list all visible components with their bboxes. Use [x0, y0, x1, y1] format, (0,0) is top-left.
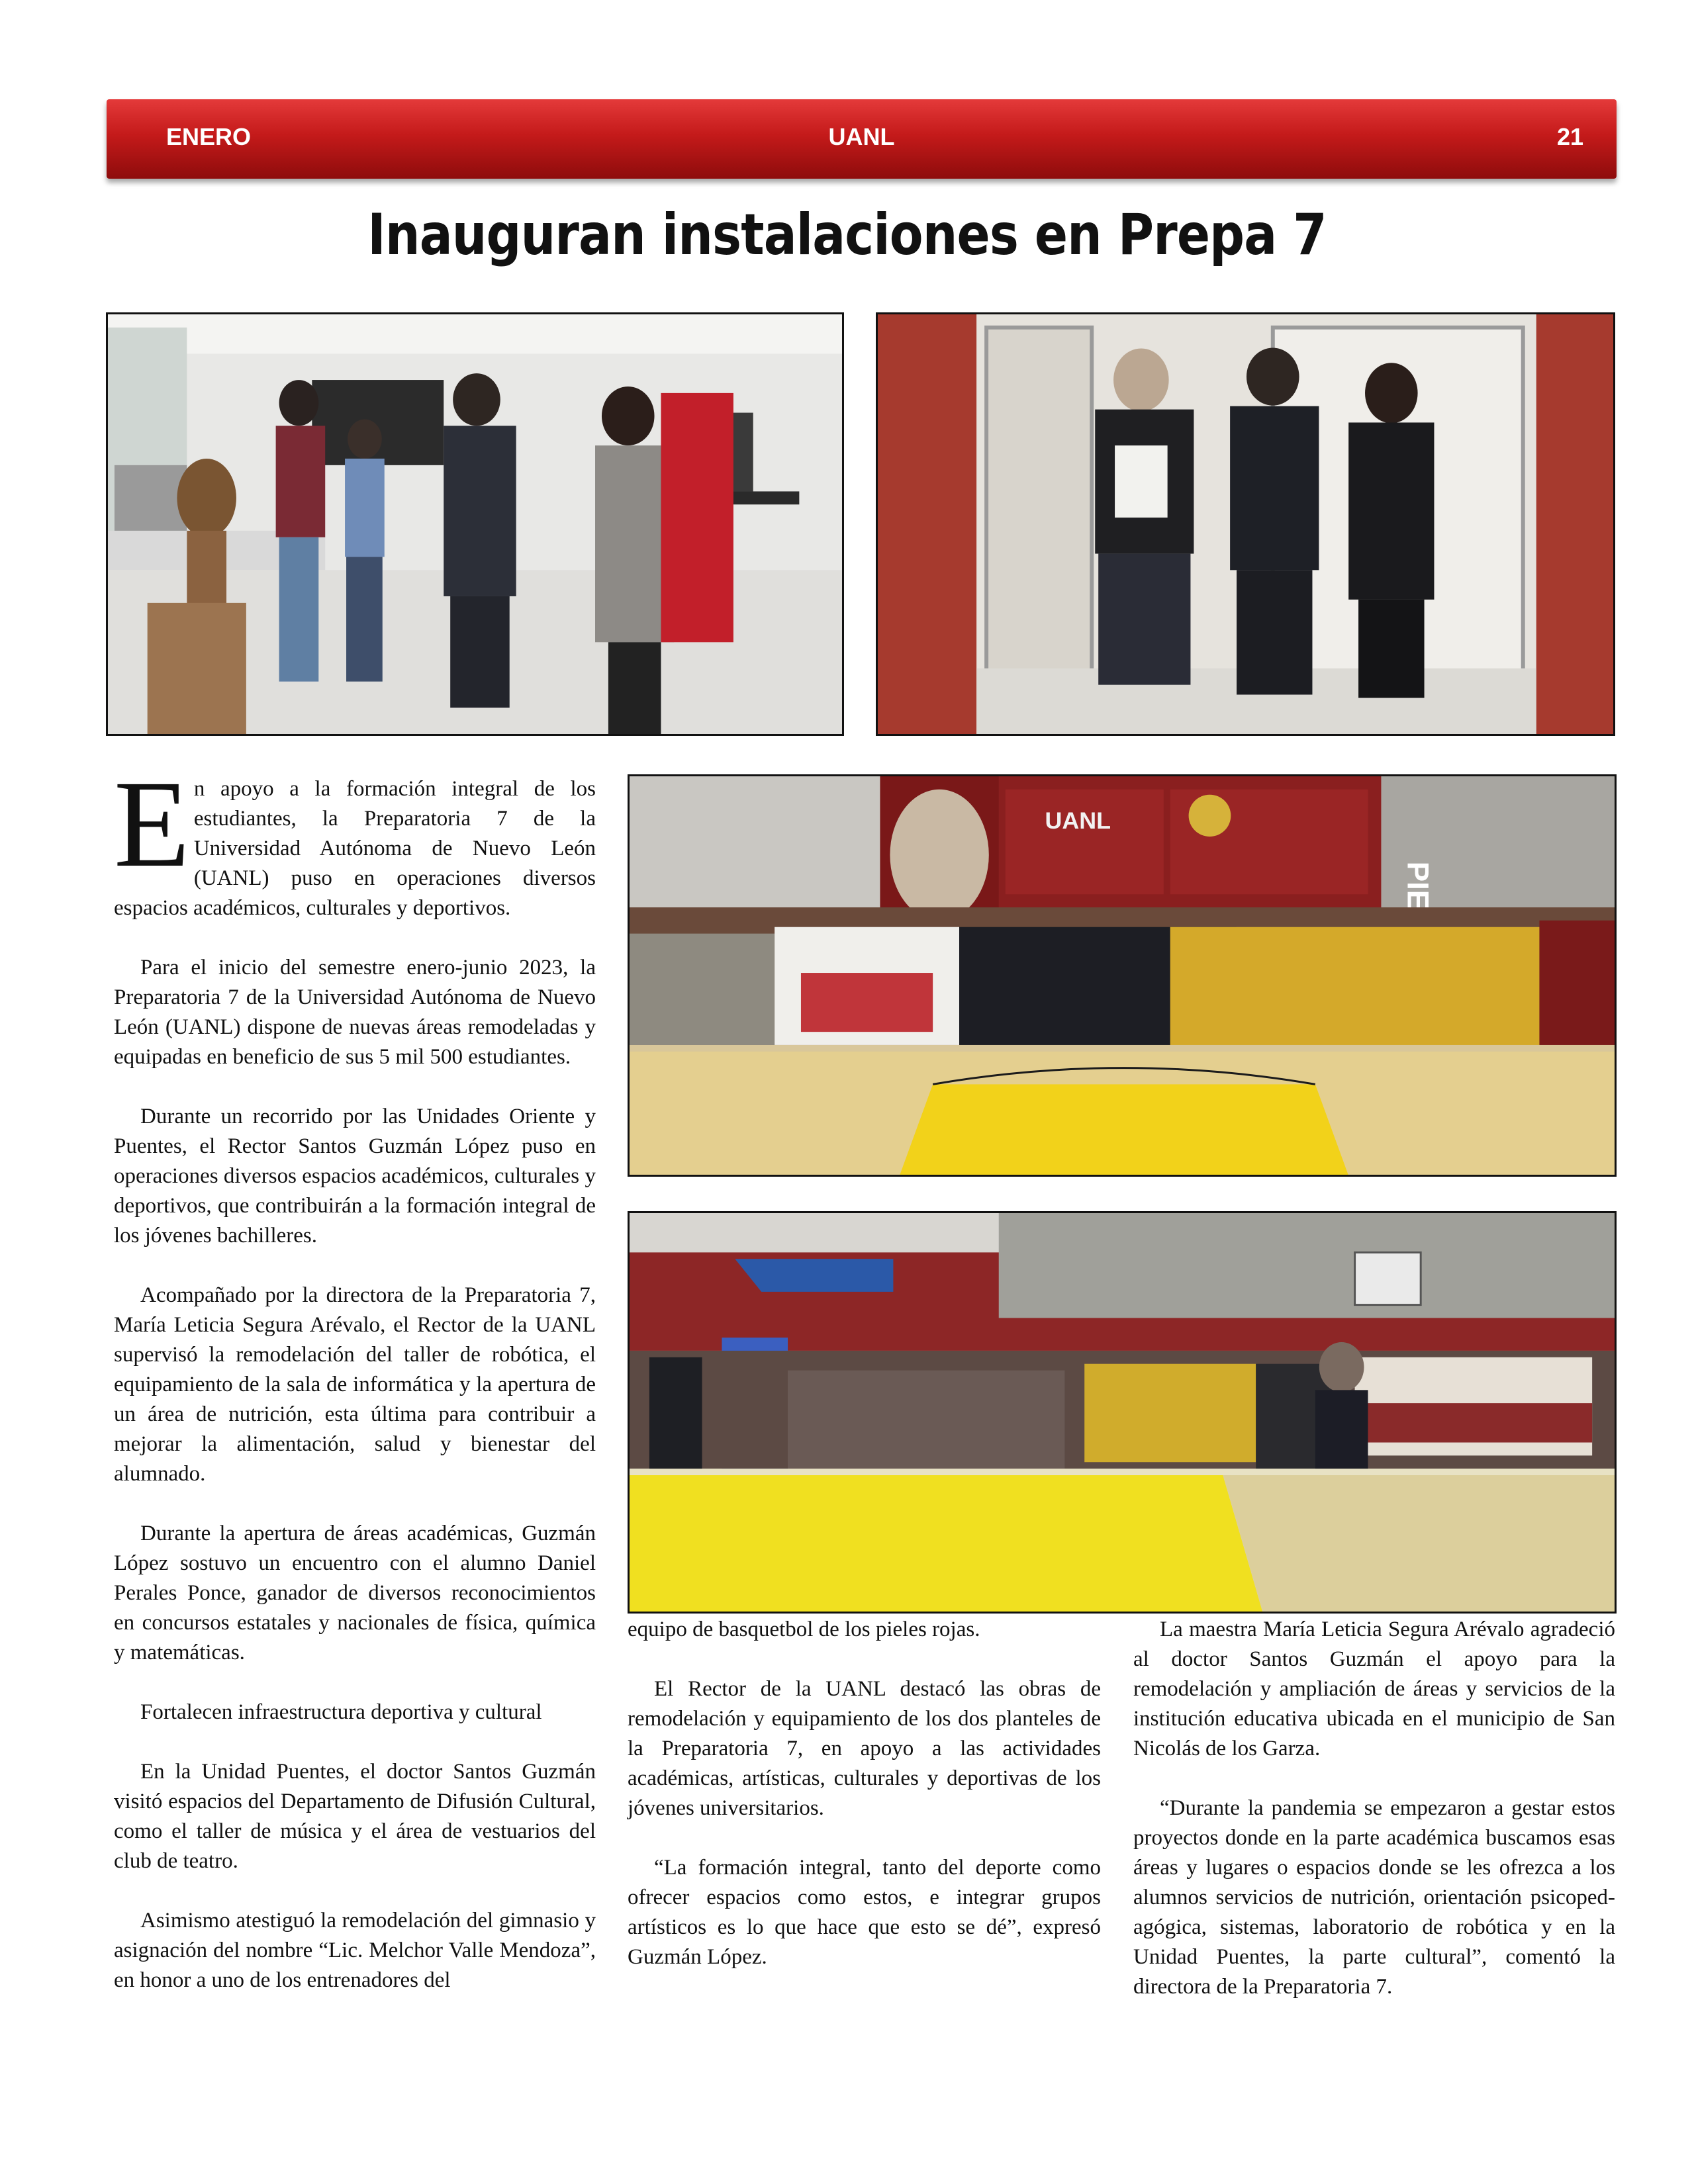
paragraph-7: Asimismo atestiguó la remodelación del gimnasio y asignación del nombre “Lic. Melchor Valle Mendoza”, en honor a uno de los entrenadores del [114, 1909, 596, 1992]
photo-officials-certificate [876, 312, 1615, 736]
article-column-3 [1133, 1615, 1615, 2032]
paragraph-10: La maestra María Leticia Segura Arévalo agradeció al doctor Santos Guzmán el apoyo para la remodelación y ampliación de áreas y servicios de la institución educativa ubicada en el municipio de San Nicolás de los Garza. [1133, 1617, 1615, 1760]
article-headline: Inauguran instalaciones en Prepa 7 [367, 202, 1327, 268]
gym-wall-logo-text: UANL [1045, 807, 1111, 835]
photo-gym-group [628, 774, 1617, 1177]
drop-cap: E [114, 754, 190, 893]
header-page-number: 21 [1556, 123, 1583, 150]
paragraph-8: El Rector de la UANL destacó las obras de remodelación y equipamiento de los dos planteles de la Preparatoria 7, en apoyo a las actividades académicas, artísticas, culturales y deportivas de los jóvenes universitarios. [628, 1677, 1101, 1820]
paragraph-9: “La formación integral, tanto del deporte como ofrecer espacios como estos, e integrar grupos artísticos es lo que hace que esto se dé”, expresó Guzmán López. [628, 1856, 1101, 1969]
article-column-2 [628, 1615, 1101, 2002]
column-2-continuation: equipo de basquetbol de los pieles rojas. [628, 1617, 980, 1641]
subheading: Fortalecen infraestructura deportiva y cultural [140, 1700, 542, 1724]
paragraph-3: Durante un recorrido por las Unidades Oriente y Puentes, el Rector Santos Guzmán López puso en operaciones diversos espacios académicos, culturales y deportivos, que contribuirán a la formación integral de los jóvenes bachilleres. [114, 1105, 596, 1248]
header-publication: UANL [828, 123, 895, 150]
paragraph-11: “Durante la pandemia se empezaron a gestar estos proyectos donde en la parte académica buscamos esas áreas y lugares o espacios donde se les ofrezca a los alumnos servicios de nutrición, orientación psicoped-agógica, sistemas, laboratorio de robótica y en la Unidad Puentes, la parte cultural”, comentó la directora de la Preparatoria 7. [1133, 1796, 1615, 1999]
paragraph-6: En la Unidad Puentes, el doctor Santos Guzmán visitó espacios del Departamento de Difusión Cultural, como el taller de música y el área de vestuarios del club de teatro. [114, 1760, 596, 1873]
photo-gym-ceremony [628, 1211, 1617, 1614]
article-column-1 [114, 754, 596, 1995]
paragraph-1-text: n apoyo a la formación integral de los estudiantes, la Preparatoria 7 de la Universidad Autónoma de Nuevo León (UANL) puso en operaciones diversos espacios académicos, culturales y deportivos. [114, 777, 596, 920]
header-month: ENERO [166, 123, 252, 150]
paragraph-5: Durante la apertura de áreas académicas, Guzmán López sostuvo un encuentro con el alumno Daniel Perales Ponce, ganador de diversos reconocimientos en concursos estatales y nacionales de física, química y matemáticas. [114, 1522, 596, 1664]
paragraph-4: Acompañado por la directora de la Preparatoria 7, María Leticia Segura Arévalo, el Rector de la UANL supervisó la remodelación del taller de robótica, el equipamiento de la sala de informática y la apertura de un área de nutrición, esta última para contribuir a mejorar la alimentación, salud y bienestar del alumnado. [114, 1283, 596, 1486]
photo-robotics-lab [106, 312, 844, 736]
page-header-bar [107, 99, 1617, 179]
paragraph-2: Para el inicio del semestre enero-junio 2023, la Preparatoria 7 de la Universidad Autónoma de Nuevo León (UANL) dispone de nuevas áreas remodeladas y equipadas en beneficio de sus 5 mil 500 estudiantes. [114, 956, 596, 1069]
paragraph-1 [114, 754, 596, 923]
